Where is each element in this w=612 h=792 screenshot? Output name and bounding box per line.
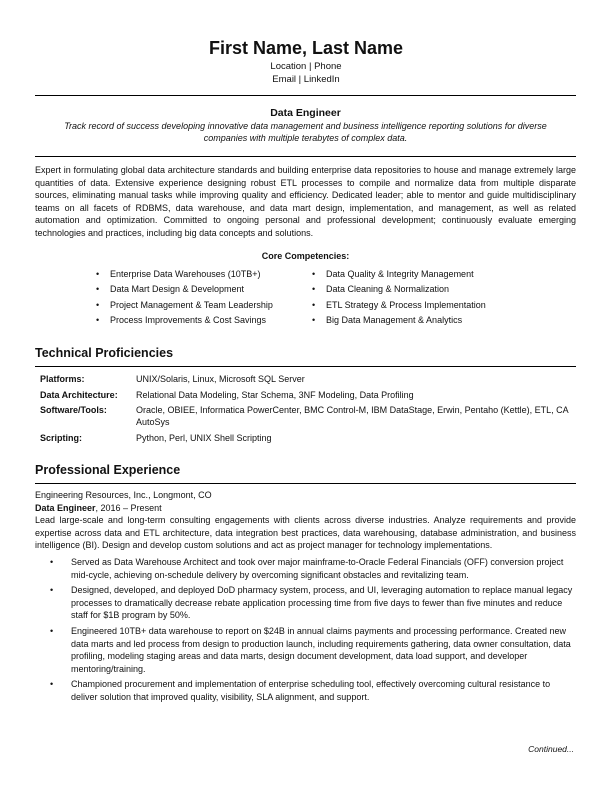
table-row	[40, 432, 576, 444]
table-row	[40, 389, 576, 401]
technical-divider	[35, 366, 576, 367]
role-line	[35, 502, 576, 515]
header-divider	[35, 95, 576, 96]
row-value: Relational Data Modeling, Star Schema, 3NF Modeling, Data Profiling	[136, 389, 414, 400]
job-title: Data Engineer	[270, 107, 341, 119]
role-description: Lead large-scale and long-term consulting engagements with clients across diverse industries. Analyze requirements and provide expertise across data and ETL architecture, data integration best practices, data warehousing, database administration, and business intelligence (BI). Design and develop custom solutions and act as project manager for technology implementations.	[35, 515, 576, 551]
list-item: • Project Management & Team Leadership	[94, 298, 273, 313]
candidate-name: First Name, Last Name	[208, 38, 404, 58]
contact-email-linkedin: Email | LinkedIn	[272, 74, 340, 85]
role-title: Data Engineer	[35, 502, 96, 513]
row-value: Python, Perl, UNIX Shell Scripting	[136, 433, 272, 444]
technical-proficiencies-heading: Technical Proficiencies	[35, 346, 174, 360]
row-label: Data Architecture:	[40, 389, 118, 400]
list-item: • Process Improvements & Cost Savings	[94, 313, 273, 328]
experience-divider	[35, 483, 576, 484]
contact-location-phone: Location | Phone	[270, 61, 342, 72]
competencies-right-list	[310, 267, 486, 329]
resume-header	[0, 36, 612, 86]
core-competencies-heading: Core Competencies:	[261, 251, 350, 261]
table-row	[40, 404, 576, 429]
table-row	[40, 373, 576, 385]
row-value: Oracle, OBIEE, Informatica PowerCenter, BMC Control-M, IBM DataStage, Erwin, Pentaho (Kettle), ETL, CA AutoSys	[136, 405, 569, 428]
professional-experience-heading: Professional Experience	[35, 463, 181, 477]
list-item: • Data Quality & Integrity Management	[310, 267, 486, 282]
list-item: • Championed procurement and implementation of enterprise scheduling tool, effectively overcoming cultural resistance to deliver solution that improved quality, visibility, SLA alignment, and support.	[35, 678, 576, 703]
list-item: • Enterprise Data Warehouses (10TB+)	[94, 267, 273, 282]
title-divider	[35, 156, 576, 157]
list-item: • Designed, developed, and deployed DoD pharmacy system, process, and UI, leveraging automation to replace manual legacy processes to dramatically decrease rebate application processing time from five days to fewer than five minutes and reduce staff for $1B program by 50%.	[35, 584, 576, 622]
list-item: • Served as Data Warehouse Architect and took over major mainframe-to-Oracle Federal Financials (OFF) conversion project mid-cycle, achieving on-schedule delivery by overcoming significant obstacles and revitalizing team.	[35, 556, 576, 581]
list-item: • Engineered 10TB+ data warehouse to report on $24B in annual claims payments and processing performance. Created new data marts and led process from design to production launch, including requirements gathering, data owner consultation, data profiling, modeling staging areas and data marts, design document development, data load support, and developer mentoring/training.	[35, 625, 576, 675]
list-item: • ETL Strategy & Process Implementation	[310, 298, 486, 313]
title-block	[35, 106, 576, 144]
continued-note: Continued...	[528, 744, 574, 754]
competencies-left-list	[94, 267, 273, 329]
list-item: • Data Mart Design & Development	[94, 282, 273, 297]
row-label: Platforms:	[40, 374, 85, 384]
role-dates: , 2016 – Present	[95, 502, 162, 513]
row-label: Scripting:	[40, 433, 82, 444]
list-item: • Big Data Management & Analytics	[310, 313, 486, 328]
technical-proficiencies-table	[40, 373, 576, 448]
achievements-list	[35, 556, 576, 704]
row-label: Software/Tools:	[40, 405, 107, 416]
company-line: Engineering Resources, Inc., Longmont, CO	[35, 490, 212, 500]
tagline: Track record of success developing innovative data management and business intelligence reporting solutions for diverse companies with multiple terabytes of complex data.	[64, 121, 547, 143]
row-value: UNIX/Solaris, Linux, Microsoft SQL Server	[136, 374, 305, 384]
summary-paragraph: Expert in formulating global data architecture standards and building enterprise data repositories to house and manage extremely large quantities of data. Extensive experience designing robust ETL processes to compile and normalize data from multiple disparate sources, eliminating manual tasks while improving quality and efficiency. Dedicated leader; able to mentor and guide multidisciplinary teams on all facets of RDBMS, data warehouse, and data mart design, implementation, and management, as well as related automation and optimization. Committed to ongoing personal and professional development; continuously evaluate emerging technologies and practices, including big data concepts and solutions.	[35, 165, 576, 238]
experience-section	[35, 489, 576, 707]
list-item: • Data Cleaning & Normalization	[310, 282, 486, 297]
